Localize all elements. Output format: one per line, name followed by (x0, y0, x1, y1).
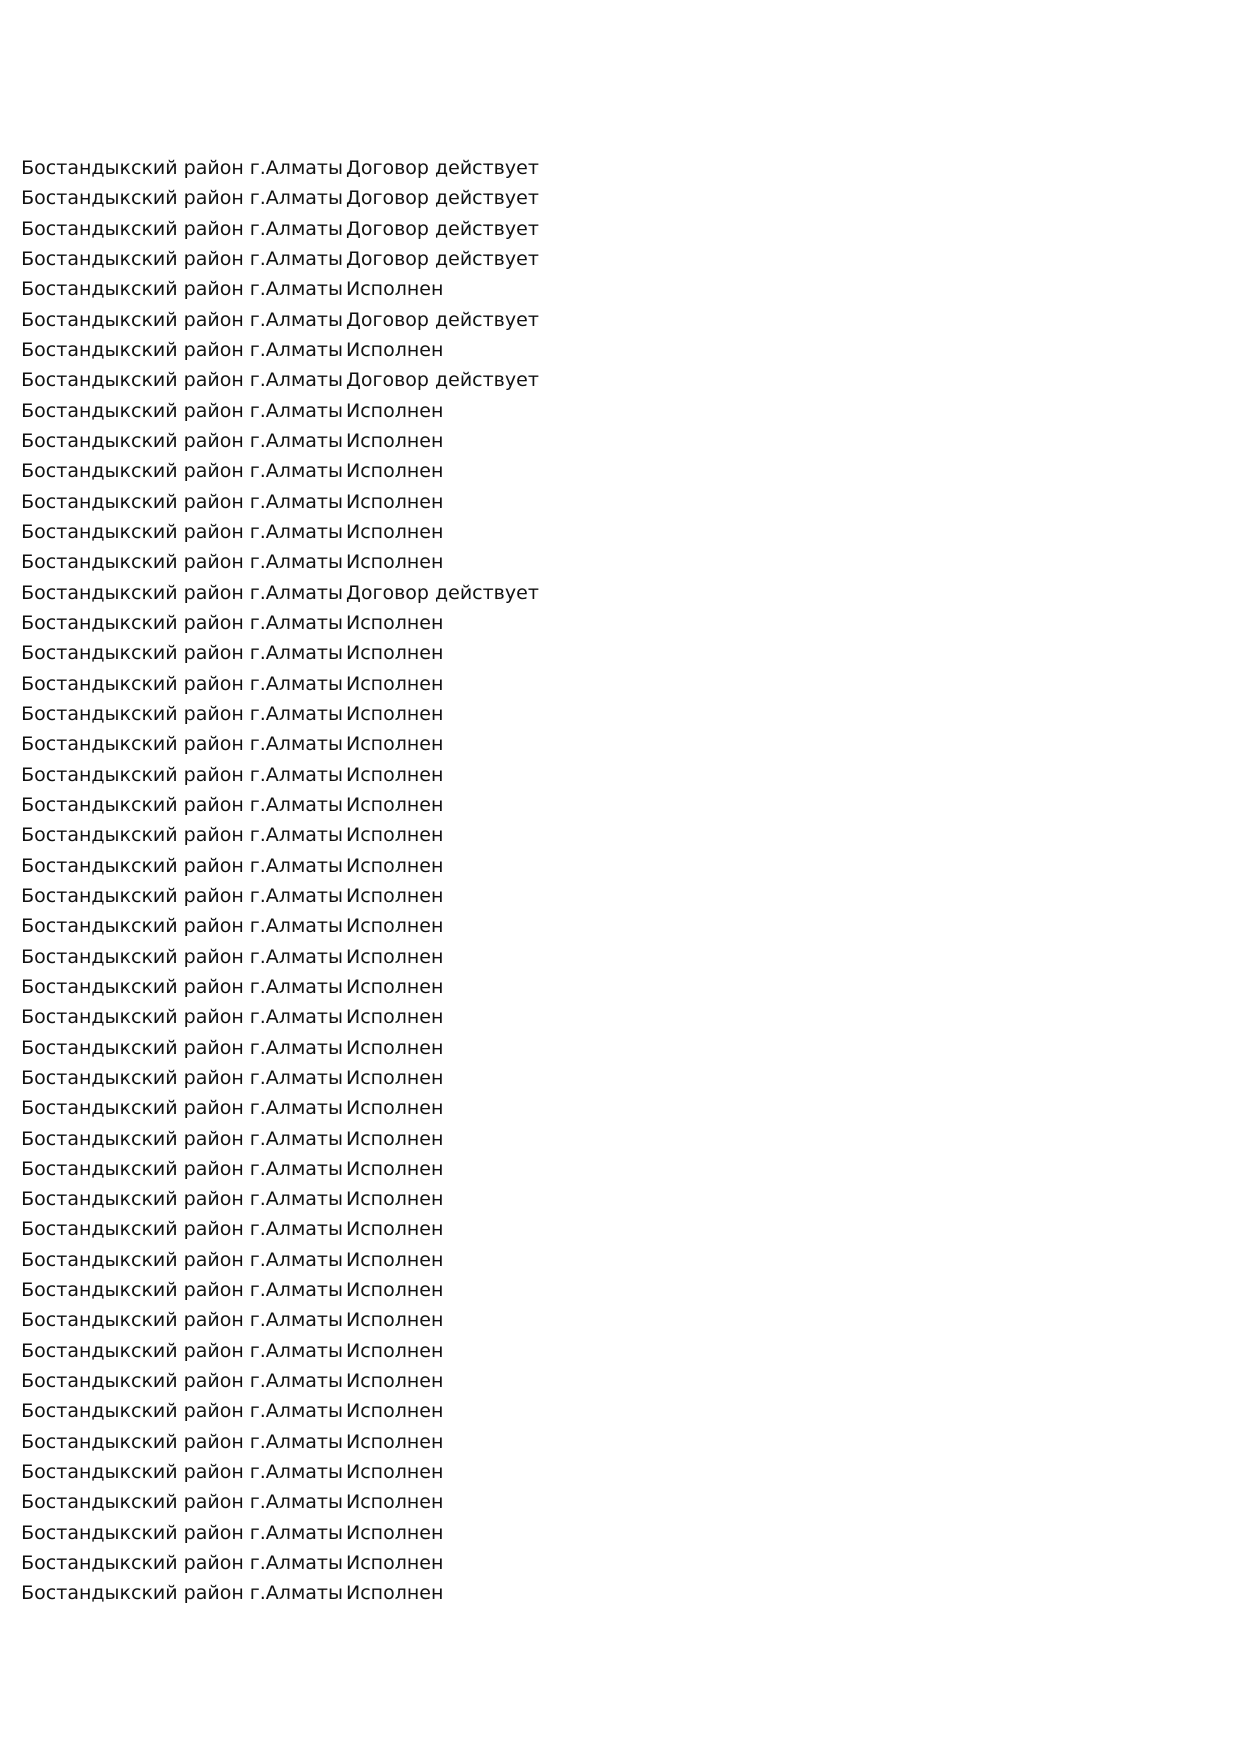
district-text: Бостандыкский район г.Алматы (21, 157, 343, 179)
table-row (0, 699, 1240, 729)
table-row (0, 638, 1240, 668)
district-cell (0, 335, 343, 365)
table-row (0, 456, 1240, 486)
status-cell: Исполнен (346, 1309, 444, 1332)
district-cell (0, 790, 343, 820)
status-cell: Исполнен (346, 733, 444, 756)
table-row (0, 153, 1240, 183)
district-cell (0, 547, 343, 577)
district-cell (0, 183, 343, 213)
status-cell: Исполнен (346, 642, 444, 665)
district-cell (0, 1396, 343, 1426)
district-text: Бостандыкский район г.Алматы (21, 824, 343, 847)
status-cell: Исполнен (346, 702, 444, 725)
status-cell: Исполнен (346, 1552, 444, 1575)
status-cell: Исполнен (346, 1066, 444, 1089)
table-row (0, 365, 1240, 395)
table-row (0, 911, 1240, 941)
table-row (0, 578, 1240, 608)
district-cell (0, 1366, 343, 1396)
table-row (0, 820, 1240, 850)
status-cell: Договор действует (346, 217, 539, 240)
table-row (0, 274, 1240, 304)
table-row (0, 214, 1240, 244)
table-row (0, 1427, 1240, 1457)
district-cell (0, 305, 343, 335)
district-cell (0, 669, 343, 699)
status-cell: Исполнен (346, 1279, 444, 1302)
table-row (0, 1487, 1240, 1517)
district-text: Бостандыкский район г.Алматы (21, 1370, 343, 1393)
district-text: Бостандыкский район г.Алматы (21, 1127, 343, 1150)
district-cell (0, 1184, 343, 1214)
table-row (0, 1305, 1240, 1335)
district-text: Бостандыкский район г.Алматы (21, 278, 343, 301)
district-cell (0, 851, 343, 881)
status-cell: Исполнен (346, 1461, 444, 1484)
district-text: Бостандыкский район г.Алматы (21, 854, 343, 877)
district-text: Бостандыкский район г.Алматы (21, 915, 343, 938)
table-row (0, 729, 1240, 759)
district-text: Бостандыкский район г.Алматы (21, 1066, 343, 1089)
district-cell (0, 1487, 343, 1517)
district-cell (0, 1154, 343, 1184)
status-cell: Исполнен (346, 520, 444, 543)
status-cell: Исполнен (346, 399, 444, 422)
district-cell (0, 820, 343, 850)
status-cell: Исполнен (346, 945, 444, 968)
district-text: Бостандыкский район г.Алматы (21, 308, 343, 331)
table-row (0, 517, 1240, 547)
table-row (0, 1002, 1240, 1032)
table-row (0, 1457, 1240, 1487)
status-cell: Исполнен (346, 672, 444, 695)
table-row (0, 972, 1240, 1002)
table-body (0, 153, 1240, 1609)
district-text: Бостандыкский район г.Алматы (21, 581, 343, 604)
table-row (0, 790, 1240, 820)
status-cell: Исполнен (346, 884, 444, 907)
status-cell: Исполнен (346, 1248, 444, 1271)
district-text: Бостандыкский район г.Алматы (21, 975, 343, 998)
status-cell: Договор действует (346, 157, 539, 179)
district-cell (0, 972, 343, 1002)
table-row (0, 1124, 1240, 1154)
district-cell (0, 274, 343, 304)
district-cell (0, 214, 343, 244)
status-cell: Исполнен (346, 975, 444, 998)
status-cell: Исполнен (346, 1157, 444, 1180)
district-text: Бостандыкский район г.Алматы (21, 1097, 343, 1120)
district-cell (0, 1275, 343, 1305)
district-text: Бостандыкский район г.Алматы (21, 642, 343, 665)
table-row (0, 1033, 1240, 1063)
district-cell (0, 517, 343, 547)
table-row (0, 487, 1240, 517)
district-text: Бостандыкский район г.Алматы (21, 1461, 343, 1484)
district-text: Бостандыкский район г.Алматы (21, 1521, 343, 1544)
status-cell: Исполнен (346, 1006, 444, 1029)
district-text: Бостандыкский район г.Алматы (21, 217, 343, 240)
district-cell (0, 608, 343, 638)
district-text: Бостандыкский район г.Алматы (21, 399, 343, 422)
status-cell: Исполнен (346, 338, 444, 361)
district-text: Бостандыкский район г.Алматы (21, 945, 343, 968)
district-cell (0, 153, 343, 183)
district-text: Бостандыкский район г.Алматы (21, 338, 343, 361)
status-cell: Исполнен (346, 1339, 444, 1362)
district-cell (0, 1457, 343, 1487)
table-row (0, 1578, 1240, 1608)
district-text: Бостандыкский район г.Алматы (21, 1006, 343, 1029)
table-row (0, 669, 1240, 699)
district-text: Бостандыкский район г.Алматы (21, 884, 343, 907)
status-cell: Исполнен (346, 1218, 444, 1241)
status-cell: Исполнен (346, 763, 444, 786)
table-row (0, 547, 1240, 577)
table-row (0, 1396, 1240, 1426)
district-text: Бостандыкский район г.Алматы (21, 1430, 343, 1453)
district-text: Бостандыкский район г.Алматы (21, 1582, 343, 1605)
district-text: Бостандыкский район г.Алматы (21, 1157, 343, 1180)
status-cell: Исполнен (346, 1188, 444, 1211)
district-cell (0, 456, 343, 486)
status-cell: Исполнен (346, 1521, 444, 1544)
district-cell (0, 1427, 343, 1457)
table-row (0, 1245, 1240, 1275)
district-text: Бостандыкский район г.Алматы (21, 429, 343, 452)
status-cell: Договор действует (346, 581, 539, 604)
district-text: Бостандыкский район г.Алматы (21, 1491, 343, 1514)
status-cell: Исполнен (346, 429, 444, 452)
status-cell: Исполнен (346, 1491, 444, 1514)
table-row (0, 244, 1240, 274)
table-row (0, 851, 1240, 881)
status-cell: Исполнен (346, 1127, 444, 1150)
district-cell (0, 578, 343, 608)
status-cell: Исполнен (346, 1097, 444, 1120)
table-row (0, 1366, 1240, 1396)
district-cell (0, 426, 343, 456)
district-text: Бостандыкский район г.Алматы (21, 733, 343, 756)
table-row (0, 608, 1240, 638)
table-row (0, 1518, 1240, 1548)
district-cell (0, 1548, 343, 1578)
district-cell (0, 942, 343, 972)
district-cell (0, 729, 343, 759)
status-cell: Исполнен (346, 460, 444, 483)
district-cell (0, 1578, 343, 1608)
table-row (0, 1336, 1240, 1366)
district-text: Бостандыкский район г.Алматы (21, 187, 343, 210)
status-cell: Исполнен (346, 1430, 444, 1453)
district-text: Бостандыкский район г.Алматы (21, 1279, 343, 1302)
status-cell: Исполнен (346, 824, 444, 847)
district-text: Бостандыкский район г.Алматы (21, 460, 343, 483)
table-row (0, 1214, 1240, 1244)
table-row (0, 1093, 1240, 1123)
status-cell: Исполнен (346, 1400, 444, 1423)
district-text: Бостандыкский район г.Алматы (21, 1218, 343, 1241)
district-text: Бостандыкский район г.Алматы (21, 1552, 343, 1575)
district-text: Бостандыкский район г.Алматы (21, 793, 343, 816)
district-text: Бостандыкский район г.Алматы (21, 551, 343, 574)
status-cell: Исполнен (346, 551, 444, 574)
status-cell: Договор действует (346, 369, 539, 392)
district-text: Бостандыкский район г.Алматы (21, 1188, 343, 1211)
district-cell (0, 244, 343, 274)
table-row (0, 183, 1240, 213)
district-text: Бостандыкский район г.Алматы (21, 490, 343, 513)
district-text: Бостандыкский район г.Алматы (21, 1339, 343, 1362)
table-row (0, 1154, 1240, 1184)
district-cell (0, 1518, 343, 1548)
table-row (0, 881, 1240, 911)
district-text: Бостандыкский район г.Алматы (21, 369, 343, 392)
district-cell (0, 487, 343, 517)
table-row (0, 760, 1240, 790)
table-row (0, 1184, 1240, 1214)
district-text: Бостандыкский район г.Алматы (21, 247, 343, 270)
district-cell (0, 1124, 343, 1154)
district-cell (0, 1305, 343, 1335)
status-cell: Исполнен (346, 1036, 444, 1059)
district-cell (0, 760, 343, 790)
district-cell (0, 396, 343, 426)
status-cell: Исполнен (346, 915, 444, 938)
district-cell (0, 1033, 343, 1063)
status-cell: Исполнен (346, 611, 444, 634)
district-text: Бостандыкский район г.Алматы (21, 520, 343, 543)
district-text: Бостандыкский район г.Алматы (21, 611, 343, 634)
district-text: Бостандыкский район г.Алматы (21, 763, 343, 786)
district-cell (0, 699, 343, 729)
district-text: Бостандыкский район г.Алматы (21, 1400, 343, 1423)
table-row (0, 1275, 1240, 1305)
district-cell (0, 881, 343, 911)
district-text: Бостандыкский район г.Алматы (21, 1248, 343, 1271)
district-text: Бостандыкский район г.Алматы (21, 702, 343, 725)
table-row (0, 396, 1240, 426)
table-row (0, 942, 1240, 972)
table-row (0, 305, 1240, 335)
status-cell: Исполнен (346, 854, 444, 877)
district-cell (0, 638, 343, 668)
district-cell (0, 911, 343, 941)
status-cell: Исполнен (346, 278, 444, 301)
district-text: Бостандыкский район г.Алматы (21, 1309, 343, 1332)
status-cell: Договор действует (346, 247, 539, 270)
status-cell: Договор действует (346, 308, 539, 331)
table-row (0, 1548, 1240, 1578)
district-text: Бостандыкский район г.Алматы (21, 1036, 343, 1059)
district-cell (0, 1214, 343, 1244)
district-cell (0, 365, 343, 395)
table-row (0, 426, 1240, 456)
district-text: Бостандыкский район г.Алматы (21, 672, 343, 695)
district-cell (0, 1093, 343, 1123)
district-cell (0, 1002, 343, 1032)
status-cell: Исполнен (346, 1582, 444, 1605)
status-cell: Исполнен (346, 1370, 444, 1393)
district-cell (0, 1245, 343, 1275)
status-cell: Договор действует (346, 187, 539, 210)
status-cell: Исполнен (346, 793, 444, 816)
table-row (0, 335, 1240, 365)
status-cell: Исполнен (346, 490, 444, 513)
district-cell (0, 1063, 343, 1093)
table-row (0, 1063, 1240, 1093)
district-cell (0, 1336, 343, 1366)
